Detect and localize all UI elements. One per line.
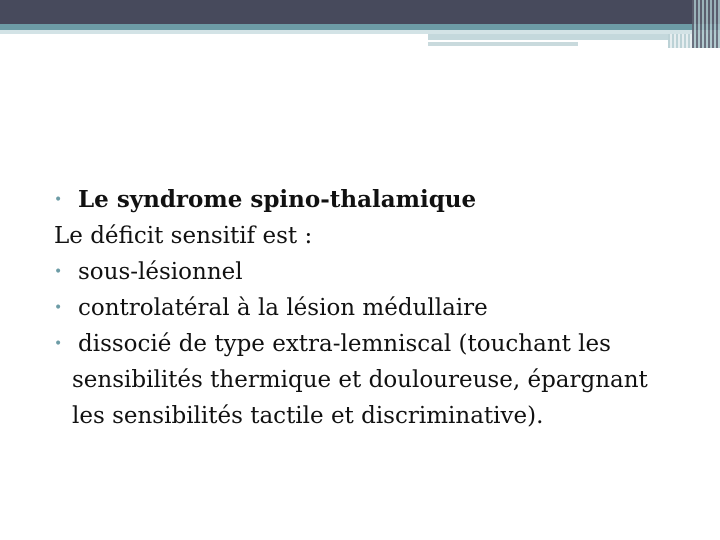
- intro-text: Le déficit sensitif est :: [54, 223, 313, 249]
- list-item-text-line-1: dissocié de type extra-lemniscal (touchant les: [78, 331, 611, 357]
- slide-body: [54, 182, 694, 434]
- bullet-icon: •: [54, 336, 63, 352]
- header-stripe: [428, 42, 578, 46]
- list-item-continuation: [54, 398, 694, 434]
- list-item: [54, 254, 694, 290]
- slide-heading: Le syndrome spino-thalamique: [78, 186, 477, 213]
- list-item-text-line-3: les sensibilités tactile et discriminative).: [72, 403, 544, 429]
- intro-line: [54, 218, 694, 254]
- bullet-icon: •: [54, 192, 63, 208]
- header-stripe: [428, 34, 668, 40]
- header-band-dark: [0, 0, 720, 24]
- list-item-text: sous-lésionnel: [78, 259, 243, 285]
- header-bars: [692, 0, 720, 48]
- bullet-icon: •: [54, 300, 63, 316]
- list-item-continuation: [54, 362, 694, 398]
- list-item-text: controlatéral à la lésion médullaire: [78, 295, 488, 321]
- bullet-icon: •: [54, 264, 63, 280]
- list-item: [54, 290, 694, 326]
- list-item-text-line-2: sensibilités thermique et douloureuse, épargnant: [72, 367, 648, 393]
- list-item: [54, 326, 694, 362]
- list-item-heading: [54, 182, 694, 218]
